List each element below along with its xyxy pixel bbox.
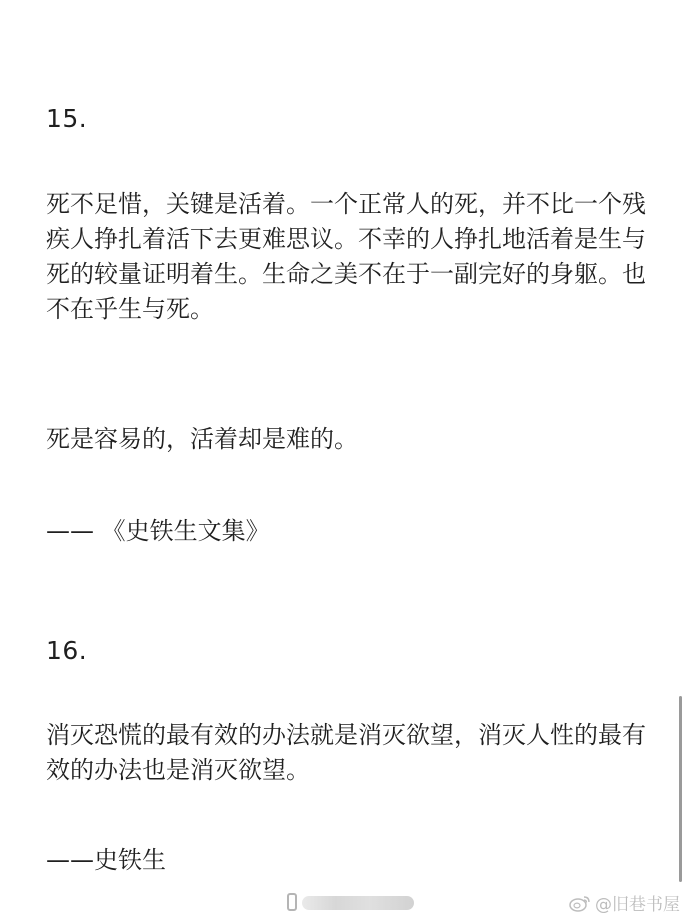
entry-16-paragraph-1: 消灭恐慌的最有效的办法就是消灭欲望，消灭人性的最有效的办法也是消灭欲望。 [46, 721, 646, 784]
watermark [569, 890, 680, 915]
blurred-bar-content [302, 896, 414, 910]
watermark-text: @旧巷书屋 [595, 895, 680, 915]
entry-16-number: 16. [46, 636, 88, 665]
bottom-bar [0, 886, 690, 920]
entry-15-paragraph-1: 死不足惜，关键是活着。一个正常人的死，并不比一个残疾人挣扎着活下去更难思议。不幸的人挣扎地活着是生与死的较量证明着生。生命之美不在于一副完好的身躯。也不在乎生与死。 [46, 190, 646, 323]
entry-15-paragraph-2: 死是容易的，活着却是难的。 [46, 425, 358, 453]
document-icon [287, 893, 297, 911]
entry-16-attribution: ——史铁生 [46, 846, 166, 874]
scrollbar-thumb[interactable] [679, 696, 682, 882]
entry-15-attribution: —— 《史铁生文集》 [46, 517, 270, 545]
weibo-icon [569, 894, 591, 912]
entry-15-number: 15. [46, 104, 88, 133]
